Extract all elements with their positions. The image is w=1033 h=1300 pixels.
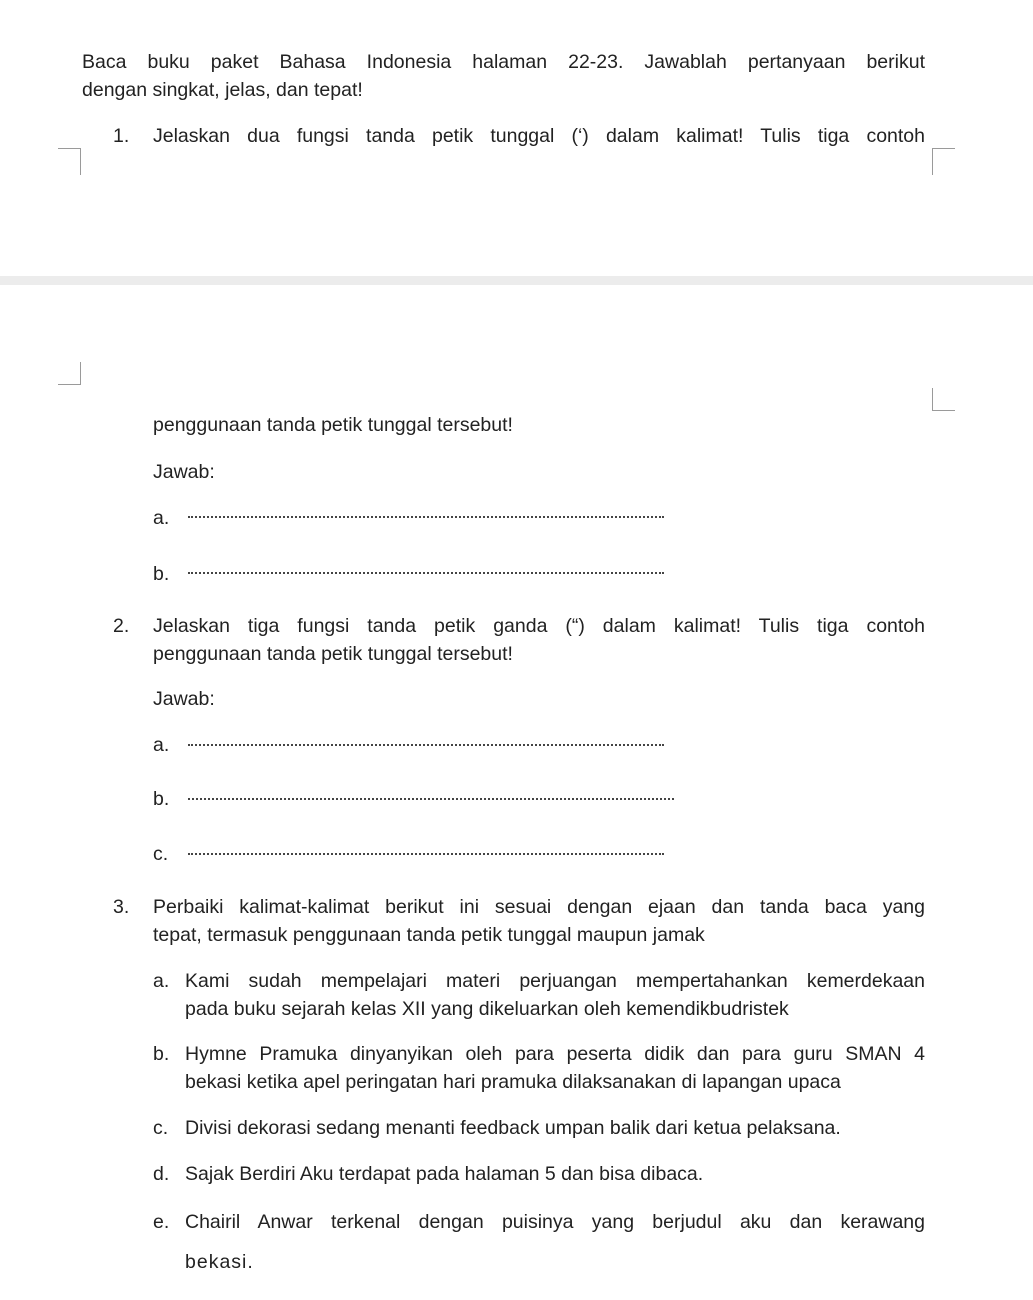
question-3-item-a-letter: a. <box>153 970 170 992</box>
question-3-item-c-line-1: Divisi dekorasi sedang menanti feedback umpan balik dari ketua pelaksana. <box>185 1117 841 1139</box>
margin-corner-bottom-right <box>932 388 955 411</box>
question-2-answer-c-line[interactable] <box>188 849 664 855</box>
question-3-item-c-letter: c. <box>153 1117 169 1139</box>
question-1-answer-a-line[interactable] <box>188 512 664 518</box>
margin-corner-top-right <box>932 148 955 175</box>
question-3-item-d-line-1: Sajak Berdiri Aku terdapat pada halaman 5 dan bisa dibaca. <box>185 1163 704 1185</box>
question-2-number: 2. <box>113 615 130 637</box>
question-3-item-e-letter: e. <box>153 1211 170 1233</box>
question-1-answer-label: Jawab: <box>153 461 215 483</box>
instruction-line-1: Baca buku paket Bahasa Indonesia halaman 22-23. Jawablah pertanyaan berikut <box>82 51 925 73</box>
margin-corner-top-left <box>58 148 81 175</box>
question-3-line-2: tepat, termasuk penggunaan tanda petik tunggal maupun jamak <box>153 924 705 946</box>
question-3-item-e-line-2: bekasi. <box>185 1251 254 1273</box>
question-3-item-b-letter: b. <box>153 1043 170 1065</box>
question-2-line-1: Jelaskan tiga fungsi tanda petik ganda (“) dalam kalimat! Tulis tiga contoh <box>153 615 925 637</box>
question-1-answer-a-letter: a. <box>153 507 170 529</box>
question-2-answer-b-line[interactable] <box>188 794 674 800</box>
question-2-line-2: penggunaan tanda petik tunggal tersebut! <box>153 643 513 665</box>
question-2-answer-a-letter: a. <box>153 734 170 756</box>
question-3-item-b-line-2: bekasi ketika apel peringatan hari pramuka dilaksanakan di lapangan upaca <box>185 1071 841 1093</box>
question-2-answer-a-line[interactable] <box>188 740 664 746</box>
question-1-line-2: penggunaan tanda petik tunggal tersebut! <box>153 414 513 436</box>
page-break <box>0 276 1033 285</box>
question-3-number: 3. <box>113 896 130 918</box>
margin-corner-bottom-left <box>58 362 81 385</box>
question-1-line-1: Jelaskan dua fungsi tanda petik tunggal (‘) dalam kalimat! Tulis tiga contoh <box>153 125 925 147</box>
question-1-answer-b-letter: b. <box>153 563 170 585</box>
question-2-answer-c-letter: c. <box>153 843 169 865</box>
question-2-answer-label: Jawab: <box>153 688 215 710</box>
question-1-number: 1. <box>113 125 130 147</box>
question-3-item-d-letter: d. <box>153 1163 170 1185</box>
instruction-line-2: dengan singkat, jelas, dan tepat! <box>82 79 363 101</box>
question-1-answer-b-line[interactable] <box>188 568 664 574</box>
question-3-item-a-line-1: Kami sudah mempelajari materi perjuangan mempertahankan kemerdekaan <box>185 970 925 992</box>
question-2-answer-b-letter: b. <box>153 788 170 810</box>
question-3-item-a-line-2: pada buku sejarah kelas XII yang dikeluarkan oleh kemendikbudristek <box>185 998 789 1020</box>
question-3-line-1: Perbaiki kalimat-kalimat berikut ini sesuai dengan ejaan dan tanda baca yang <box>153 896 925 918</box>
question-3-item-b-line-1: Hymne Pramuka dinyanyikan oleh para peserta didik dan para guru SMAN 4 <box>185 1043 925 1065</box>
question-3-item-e-line-1: Chairil Anwar terkenal dengan puisinya yang berjudul aku dan kerawang <box>185 1211 925 1233</box>
